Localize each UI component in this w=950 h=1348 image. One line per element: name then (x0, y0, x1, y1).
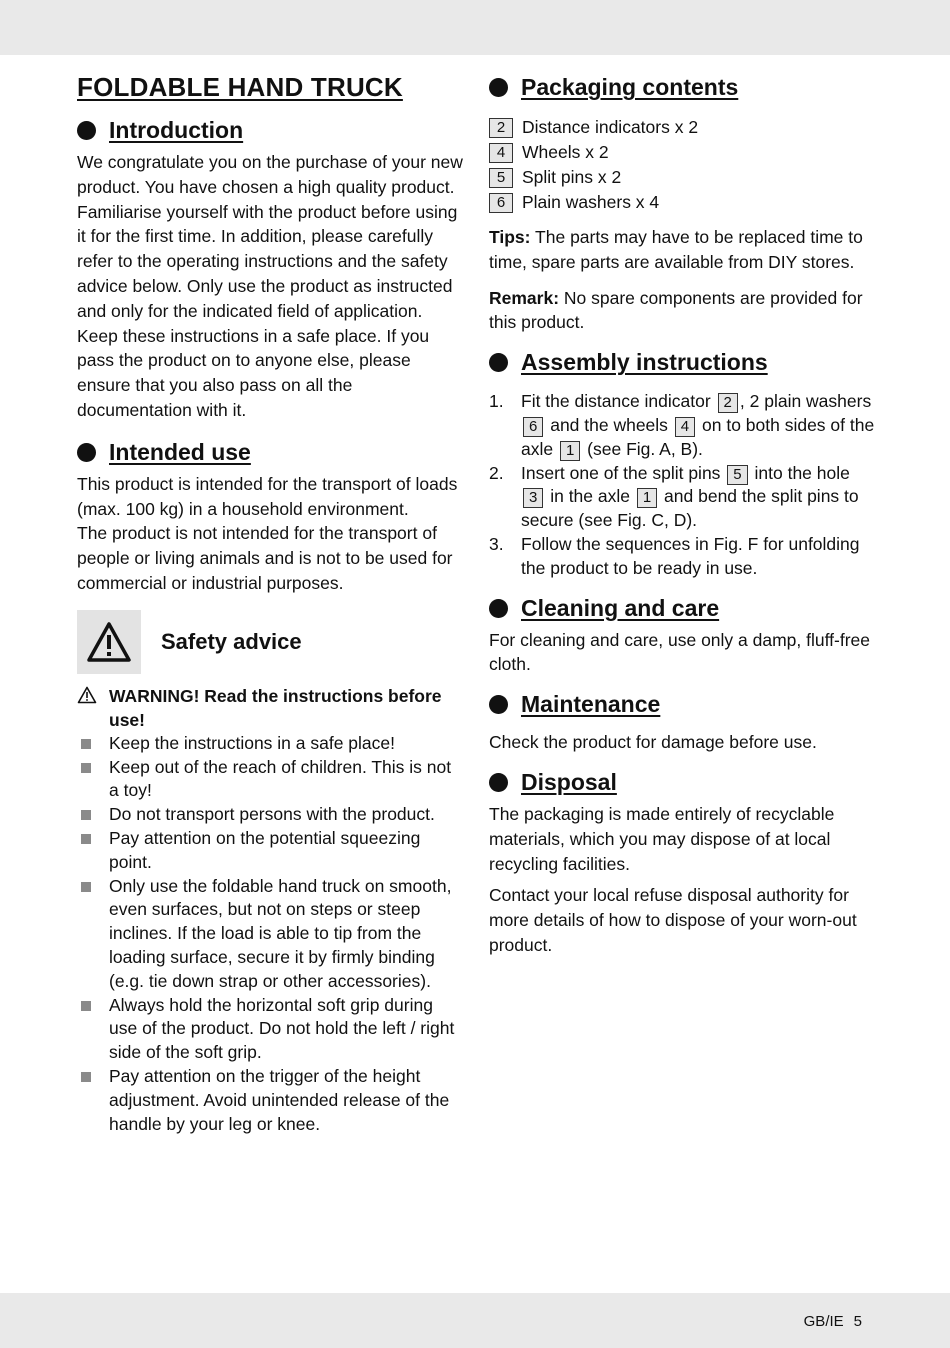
section-title: Disposal (521, 768, 617, 795)
warning-triangle-icon (77, 610, 141, 674)
list-item: Do not transport persons with the product. (77, 803, 465, 827)
section-title: Maintenance (521, 691, 661, 718)
bullet-icon (489, 773, 508, 792)
bullet-icon (489, 695, 508, 714)
list-item: Always hold the horizontal soft grip during use of the product. Do not hold the left / right side of the soft grip. (77, 994, 465, 1065)
bullet-icon (489, 78, 508, 97)
square-bullet-icon (77, 827, 109, 875)
square-bullet-icon (77, 803, 109, 827)
warning-text: WARNING! Read the instructions before use! (109, 685, 442, 730)
bullet-icon (489, 599, 508, 618)
intended-use-text-2: The product is not intended for the transport of people or living animals and is not to be used for commercial or industrial purposes. (77, 523, 453, 593)
square-bullet-icon (77, 732, 109, 756)
remark-text: Remark: No spare components are provided for this product. (489, 287, 863, 333)
warning-line (77, 684, 465, 732)
bullet-icon (77, 443, 96, 462)
document-title: FOLDABLE HAND TRUCK (77, 72, 403, 102)
region-label: GB/IE (803, 1313, 844, 1330)
bullet-icon (77, 121, 96, 140)
page-footer (804, 1313, 862, 1330)
square-bullet-icon (77, 875, 109, 994)
header-band (0, 0, 950, 55)
section-heading-cleaning (489, 595, 879, 622)
part-number: 5 (489, 168, 513, 188)
assembly-step: 3. Follow the sequences in Fig. F for unfolding the product to be ready in use. (489, 533, 860, 578)
list-item: 2 Distance indicators x 2 (489, 115, 879, 140)
disposal-text-2: Contact your local refuse disposal authority for more details of how to dispose of your worn-out product. (489, 885, 857, 955)
assembly-steps (489, 390, 879, 580)
part-number: 2 (489, 118, 513, 138)
disposal-text-1: The packaging is made entirely of recyclable materials, which you may dispose of at local recycling facilities. (489, 803, 835, 874)
section-heading-intended-use (77, 439, 465, 466)
section-heading-disposal (489, 769, 879, 796)
part-number: 4 (489, 143, 513, 163)
cleaning-text: For cleaning and care, use only a damp, fluff-free cloth. (489, 629, 871, 675)
warning-small-icon (77, 684, 109, 732)
list-item: Keep the instructions in a safe place! (77, 732, 465, 756)
packaging-list (489, 115, 879, 215)
assembly-step: 2. Insert one of the split pins 5 into the hole 3 in the axle 1 and bend the split pins to secure (see Fig. C, D). (489, 462, 859, 531)
safety-heading (77, 610, 465, 674)
list-item: Pay attention on the potential squeezing point. (77, 827, 465, 875)
list-item: Only use the foldable hand truck on smooth, even surfaces, but not on steps or steep inclines. If the load is able to tip from the loading surface, secure it by firmly binding (e.g. tie down strap or other accessories). (77, 875, 465, 994)
section-heading-introduction (77, 117, 465, 144)
left-column (77, 72, 465, 1136)
section-title: Introduction (109, 117, 244, 143)
section-title: Cleaning and care (521, 594, 720, 621)
list-item: Keep out of the reach of children. This is not a toy! (77, 756, 465, 804)
section-title: Safety advice (161, 628, 302, 654)
intended-use-text-1: This product is intended for the transport of loads (max. 100 kg) in a household environment. (77, 473, 458, 519)
section-heading-assembly (489, 349, 879, 376)
maintenance-text: Check the product for damage before use. (489, 732, 817, 753)
safety-list (77, 732, 465, 1137)
list-item: Pay attention on the trigger of the height adjustment. Avoid unintended release of the handle by your leg or knee. (77, 1065, 465, 1136)
list-item: 6 Plain washers x 4 (489, 190, 879, 215)
section-title: Intended use (109, 438, 251, 465)
page-number: 5 (853, 1313, 862, 1330)
part-number: 6 (489, 193, 513, 213)
list-item: 5 Split pins x 2 (489, 165, 879, 190)
assembly-step: 1. Fit the distance indicator 2 , 2 plain washers 6 and the wheels 4 on to both sides of the axle 1 (see Fig. A, B). (489, 391, 875, 459)
section-title: Packaging contents (521, 74, 739, 100)
right-column (489, 72, 879, 958)
square-bullet-icon (77, 994, 109, 1065)
introduction-text: We congratulate you on the purchase of your new product. You have chosen a high quality product. Familiarise yourself with the product before using it for the first time. In addition, please carefully refer to the operating instructions and the safety advice below. Only use the product as instructed and only for the indicated field of application. Keep these instructions in a safe place. If you pass the product on to anyone else, please ensure that you also pass on all the documentation with it. (77, 152, 463, 420)
section-heading-maintenance (489, 691, 879, 718)
section-title: Assembly instructions (521, 349, 768, 376)
section-heading-packaging (489, 74, 879, 101)
list-item: 4 Wheels x 2 (489, 140, 879, 165)
square-bullet-icon (77, 756, 109, 804)
square-bullet-icon (77, 1065, 109, 1136)
bullet-icon (489, 353, 508, 372)
tips-text: Tips: The parts may have to be replaced time to time, spare parts are available from DIY stores. (489, 227, 863, 272)
